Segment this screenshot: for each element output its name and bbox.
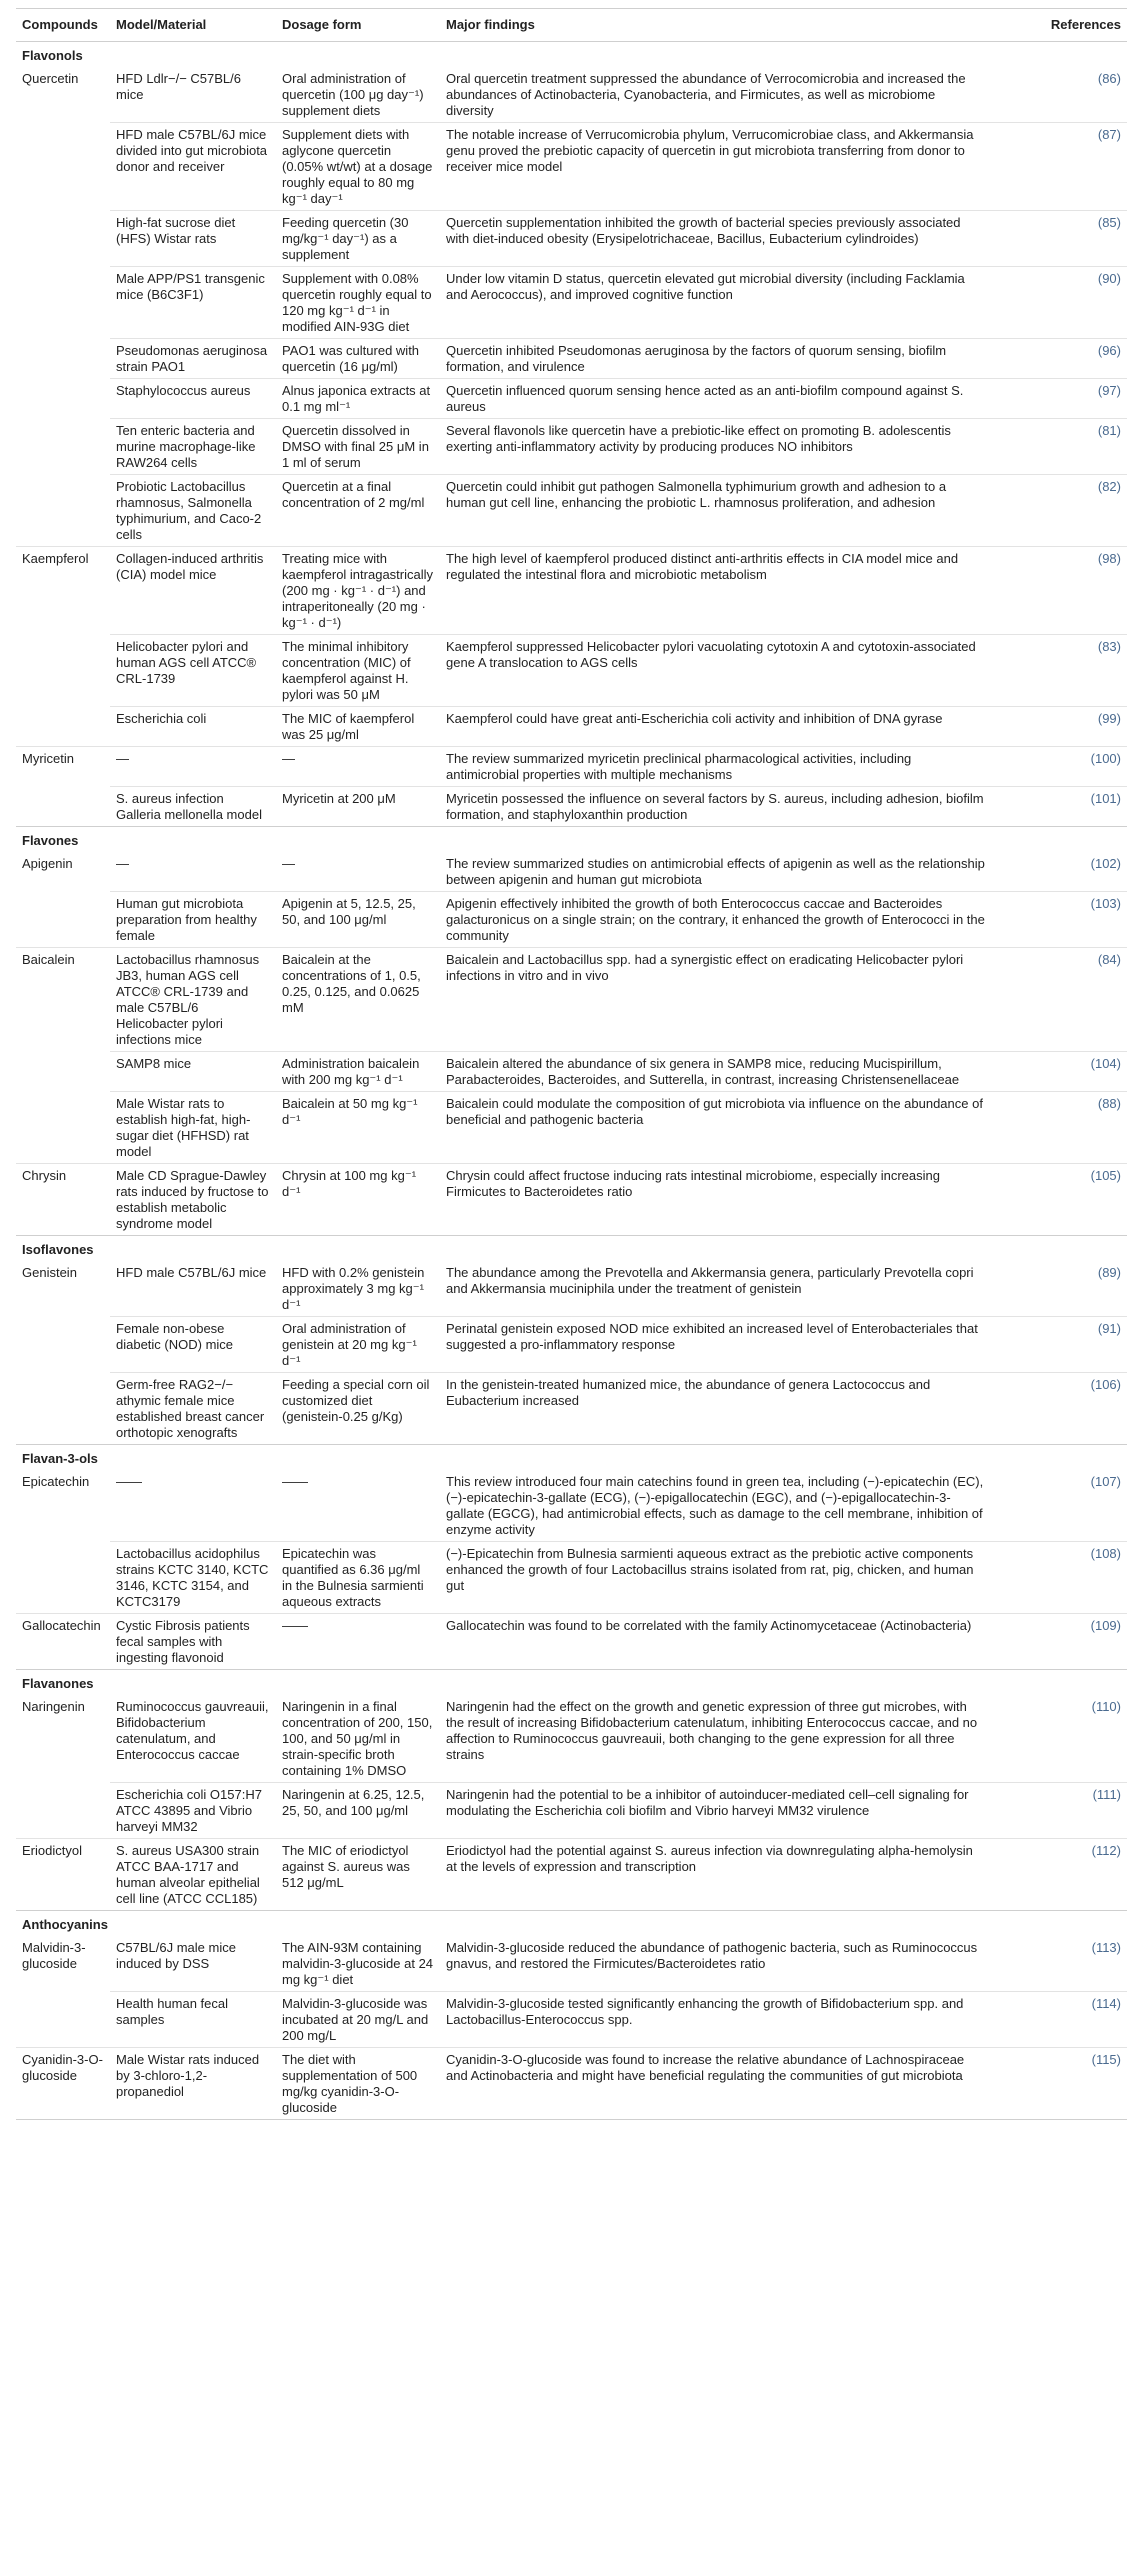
findings-cell: Malvidin-3-glucoside reduced the abundance of pathogenic bacteria, such as Ruminococcus gnavus, and restored the Firmicutes/Bacteroidetes ratio <box>446 1940 978 1971</box>
table-row <box>16 948 1127 1052</box>
reference-cell: (90) <box>992 267 1127 339</box>
table-row <box>16 1783 1127 1839</box>
table-row <box>16 1936 1127 1992</box>
model-cell: Staphylococcus aureus <box>110 379 276 419</box>
reference-cell: (104) <box>992 1052 1127 1092</box>
group-label: Anthocyanins <box>16 1911 1127 1937</box>
table-row <box>16 1052 1127 1092</box>
dosage-cell: Baicalein at 50 mg kg⁻¹ d⁻¹ <box>276 1092 440 1164</box>
compound-cell <box>16 892 110 948</box>
table-row <box>16 635 1127 707</box>
model-cell: C57BL/6J male mice induced by DSS <box>116 1940 236 1971</box>
reference-cell: (82) <box>992 475 1127 547</box>
findings-cell: This review introduced four main catechins found in green tea, including (−)-epicatechin (EC), (−)-epicatechin-3-gallate (ECG), (−)-epigallocatechin (EGC), and (−)-epigallocatechin-3-gallate (EGCG), had antimicrobial effects, such as damage to the cell membrane, inhibition of enzyme activity <box>446 1474 984 1537</box>
findings-cell: The review summarized myricetin preclinical pharmacological activities, including antimicrobial properties with multiple mechanisms <box>440 747 992 787</box>
findings-cell: The notable increase of Verrucomicrobia phylum, Verrucomicrobiae class, and Akkermansia genu proved the prebiotic capacity of quercetin in gut microbiota transferring from donor to receiver mice model <box>440 123 992 211</box>
reference-cell: (97) <box>992 379 1127 419</box>
compound-cell: Apigenin <box>22 856 73 871</box>
dosage-cell: Myricetin at 200 μM <box>276 787 440 827</box>
findings-cell: (−)-Epicatechin from Bulnesia sarmienti aqueous extract as the prebiotic active components enhanced the growth of four Lactobacillus strains isolated from rat, pig, chicken, and human gut <box>440 1542 992 1614</box>
findings-cell: Apigenin effectively inhibited the growth of both Enterococcus caccae and Bacteroides galacturonicus on a single strain; on the contrary, it enhanced the growth of Enterococci in the community <box>440 892 992 948</box>
dosage-cell: The MIC of eriodictyol against S. aureus was 512 μg/mL <box>276 1839 440 1911</box>
dosage-cell: Naringenin at 6.25, 12.5, 25, 50, and 100 μg/ml <box>276 1783 440 1839</box>
dosage-cell: Supplement diets with aglycone quercetin (0.05% wt/wt) at a dosage roughly equal to 80 mg kg⁻¹ day⁻¹ <box>276 123 440 211</box>
model-cell: Helicobacter pylori and human AGS cell ATCC® CRL-1739 <box>110 635 276 707</box>
reference-cell: (81) <box>992 419 1127 475</box>
reference-cell: (109) <box>992 1614 1127 1670</box>
compound-cell: Baicalein <box>16 948 110 1052</box>
table-row <box>16 1839 1127 1911</box>
reference-cell: (110) <box>1091 1699 1121 1714</box>
dosage-cell: Feeding quercetin (30 mg/kg⁻¹ day⁻¹) as a supplement <box>276 211 440 267</box>
table-row <box>16 1470 1127 1542</box>
dosage-cell: PAO1 was cultured with quercetin (16 μg/ml) <box>276 339 440 379</box>
model-cell: Male Wistar rats to establish high-fat, high-sugar diet (HFHSD) rat model <box>110 1092 276 1164</box>
dosage-cell: Quercetin at a final concentration of 2 mg/ml <box>276 475 440 547</box>
reference-cell: (100) <box>992 747 1127 787</box>
table-row <box>16 1317 1127 1373</box>
findings-cell: Baicalein and Lactobacillus spp. had a synergistic effect on eradicating Helicobacter pylori infections in vitro and in vivo <box>440 948 992 1052</box>
compound-cell: Gallocatechin <box>16 1614 110 1670</box>
group-label: Flavones <box>16 827 1127 853</box>
dosage-cell: — <box>276 747 440 787</box>
table-row <box>16 123 1127 211</box>
reference-cell: (111) <box>992 1783 1127 1839</box>
dosage-cell: Oral administration of genistein at 20 mg kg⁻¹ d⁻¹ <box>276 1317 440 1373</box>
findings-cell: Kaempferol could have great anti-Escherichia coli activity and inhibition of DNA gyrase <box>440 707 992 747</box>
table-row <box>16 1695 1127 1783</box>
compound-cell <box>16 1092 110 1164</box>
model-cell: Lactobacillus rhamnosus JB3, human AGS cell ATCC® CRL-1739 and male C57BL/6 Helicobacter pylori infections mice <box>110 948 276 1052</box>
findings-cell: Baicalein could modulate the composition of gut microbiota via influence on the abundance of beneficial and pathogenic bacteria <box>440 1092 992 1164</box>
table-row <box>16 1992 1127 2048</box>
compound-cell <box>16 379 110 419</box>
table-body <box>16 42 1127 2120</box>
dosage-cell: Malvidin-3-glucoside was incubated at 20 mg/L and 200 mg/L <box>276 1992 440 2048</box>
reference-cell: (112) <box>992 1839 1127 1911</box>
table-row <box>16 475 1127 547</box>
group-label: Flavanones <box>16 1670 1127 1696</box>
model-cell: Male Wistar rats induced by 3-chloro-1,2-propanediol <box>110 2048 276 2120</box>
group-row <box>16 1670 1127 1696</box>
dosage-cell: Alnus japonica extracts at 0.1 mg ml⁻¹ <box>276 379 440 419</box>
header-model: Model/Material <box>110 9 276 42</box>
reference-cell: (114) <box>992 1992 1127 2048</box>
dosage-cell: The minimal inhibitory concentration (MIC) of kaempferol against H. pylori was 50 μM <box>276 635 440 707</box>
compound-cell: Quercetin <box>22 71 79 86</box>
model-cell: Probiotic Lactobacillus rhamnosus, Salmonella typhimurium, and Caco-2 cells <box>110 475 276 547</box>
compound-cell: Chrysin <box>16 1164 110 1236</box>
model-cell: —— <box>116 1474 142 1489</box>
table-row <box>16 892 1127 948</box>
compound-cell: Genistein <box>22 1265 77 1280</box>
compound-cell <box>16 635 110 707</box>
reference-cell: (103) <box>992 892 1127 948</box>
compound-cell: Eriodictyol <box>16 1839 110 1911</box>
reference-cell: (107) <box>1090 1474 1121 1489</box>
table-row <box>16 211 1127 267</box>
findings-cell: Myricetin possessed the influence on several factors by S. aureus, including adhesion, biofilm formation, and staphyloxanthin production <box>440 787 992 827</box>
reference-cell: (91) <box>992 1317 1127 1373</box>
compound-cell <box>16 419 110 475</box>
group-row <box>16 1445 1127 1471</box>
compound-cell <box>16 1992 110 2048</box>
group-row <box>16 1236 1127 1262</box>
compound-cell <box>16 1783 110 1839</box>
header-compounds: Compounds <box>16 9 110 42</box>
findings-cell: Quercetin inhibited Pseudomonas aeruginosa by the factors of quorum sensing, biofilm formation, and virulence <box>440 339 992 379</box>
table-row <box>16 379 1127 419</box>
dosage-cell: HFD with 0.2% genistein approximately 3 mg kg⁻¹ d⁻¹ <box>282 1265 425 1312</box>
table-row <box>16 747 1127 787</box>
reference-cell: (85) <box>992 211 1127 267</box>
table-row <box>16 852 1127 892</box>
flavonoid-microbiota-table <box>16 8 1127 2120</box>
table-row <box>16 547 1127 635</box>
table-row <box>16 1614 1127 1670</box>
table-row <box>16 339 1127 379</box>
findings-cell: Eriodictyol had the potential against S. aureus infection via downregulating alpha-hemolysin at the levels of expression and transcription <box>440 1839 992 1911</box>
reference-cell: (99) <box>992 707 1127 747</box>
reference-cell: (106) <box>992 1373 1127 1445</box>
group-label: Isoflavones <box>16 1236 1127 1262</box>
dosage-cell: Oral administration of quercetin (100 μg day⁻¹) supplement diets <box>282 71 424 118</box>
reference-cell: (83) <box>992 635 1127 707</box>
dosage-cell: —— <box>282 1474 308 1489</box>
compound-cell <box>16 211 110 267</box>
model-cell: Ruminococcus gauvreauii, Bifidobacterium catenulatum, and Enterococcus caccae <box>116 1699 269 1762</box>
model-cell: Male CD Sprague-Dawley rats induced by fructose to establish metabolic syndrome model <box>110 1164 276 1236</box>
table-row <box>16 419 1127 475</box>
compound-cell <box>16 475 110 547</box>
dosage-cell: Epicatechin was quantified as 6.36 μg/ml in the Bulnesia sarmienti aqueous extracts <box>276 1542 440 1614</box>
header-row <box>16 9 1127 42</box>
dosage-cell: —— <box>276 1614 440 1670</box>
compound-cell <box>16 1373 110 1445</box>
group-row <box>16 42 1127 68</box>
compound-cell <box>16 1052 110 1092</box>
findings-cell: The high level of kaempferol produced distinct anti-arthritis effects in CIA model mice and regulated the intestinal flora and microbiotic metabolism <box>440 547 992 635</box>
reference-cell: (98) <box>992 547 1127 635</box>
compound-cell: Epicatechin <box>22 1474 90 1489</box>
reference-cell: (84) <box>992 948 1127 1052</box>
compound-cell: Kaempferol <box>16 547 110 635</box>
group-row <box>16 1911 1127 1937</box>
compound-cell: Naringenin <box>22 1699 85 1714</box>
findings-cell: Under low vitamin D status, quercetin elevated gut microbial diversity (including Facklamia and Aerococcus), and improved cognitive function <box>440 267 992 339</box>
model-cell: Female non-obese diabetic (NOD) mice <box>110 1317 276 1373</box>
group-row <box>16 827 1127 853</box>
dosage-cell: Administration baicalein with 200 mg kg⁻¹ d⁻¹ <box>276 1052 440 1092</box>
compound-cell <box>16 1317 110 1373</box>
compound-cell <box>16 1542 110 1614</box>
compound-cell <box>16 787 110 827</box>
dosage-cell: Treating mice with kaempferol intragastrically (200 mg · kg⁻¹ · d⁻¹) and intraperitoneally (20 mg · kg⁻¹ · d⁻¹) <box>276 547 440 635</box>
reference-cell: (102) <box>1090 856 1121 871</box>
findings-cell: Quercetin supplementation inhibited the growth of bacterial species previously associated with diet-induced obesity (Erysipelotrichaceae, Bacillus, Eubacterium cylindroides) <box>440 211 992 267</box>
compound-cell <box>16 707 110 747</box>
model-cell: S. aureus USA300 strain ATCC BAA-1717 and human alveolar epithelial cell line (ATCC CCL185) <box>110 1839 276 1911</box>
model-cell: Germ-free RAG2−/− athymic female mice established breast cancer orthotopic xenografts <box>110 1373 276 1445</box>
table-row <box>16 1542 1127 1614</box>
findings-cell: The abundance among the Prevotella and Akkermansia genera, particularly Prevotella copri and Akkermansia muciniphila under the treatment of genistein <box>446 1265 974 1296</box>
compound-cell: Myricetin <box>16 747 110 787</box>
dosage-cell: — <box>282 856 295 871</box>
table-row <box>16 1261 1127 1317</box>
dosage-cell: Apigenin at 5, 12.5, 25, 50, and 100 μg/ml <box>276 892 440 948</box>
table-row <box>16 707 1127 747</box>
dosage-cell: Supplement with 0.08% quercetin roughly equal to 120 mg kg⁻¹ d⁻¹ in modified AIN-93G diet <box>276 267 440 339</box>
compound-cell <box>16 267 110 339</box>
model-cell: — <box>116 856 129 871</box>
model-cell: Human gut microbiota preparation from healthy female <box>110 892 276 948</box>
model-cell: HFD male C57BL/6J mice <box>116 1265 267 1280</box>
findings-cell: Perinatal genistein exposed NOD mice exhibited an increased level of Enterobacteriales that suggested a pro-inflammatory response <box>440 1317 992 1373</box>
findings-cell: Several flavonols like quercetin have a prebiotic-like effect on promoting B. adolescentis exerting anti-inflammatory activity by producing produces NO inhibitors <box>440 419 992 475</box>
reference-cell: (87) <box>992 123 1127 211</box>
dosage-cell: Naringenin in a final concentration of 200, 150, 100, and 50 μg/ml in strain-specific broth containing 1% DMSO <box>282 1699 433 1778</box>
reference-cell: (113) <box>1091 1940 1121 1955</box>
group-label: Flavonols <box>16 42 1127 68</box>
header-dosage: Dosage form <box>276 9 440 42</box>
reference-cell: (108) <box>992 1542 1127 1614</box>
compound-cell <box>16 123 110 211</box>
reference-cell: (86) <box>1097 71 1121 86</box>
model-cell: Male APP/PS1 transgenic mice (B6C3F1) <box>110 267 276 339</box>
findings-cell: Naringenin had the potential to be a inhibitor of autoinducer-mediated cell–cell signaling for modulating the Escherichia coli biofilm and Vibrio harveyi MM32 virulence <box>440 1783 992 1839</box>
dosage-cell: Chrysin at 100 mg kg⁻¹ d⁻¹ <box>276 1164 440 1236</box>
group-label: Flavan-3-ols <box>16 1445 1127 1471</box>
findings-cell: In the genistein-treated humanized mice, the abundance of genera Lactococcus and Eubacterium increased <box>440 1373 992 1445</box>
model-cell: Escherichia coli O157:H7 ATCC 43895 and Vibrio harveyi MM32 <box>110 1783 276 1839</box>
findings-cell: Oral quercetin treatment suppressed the abundance of Verrocomicrobia and increased the abundances of Actinobacteria, Cyanobacteria, and Firmicutes, as well as microbiome diversity <box>446 71 966 118</box>
dosage-cell: The MIC of kaempferol was 25 μg/ml <box>276 707 440 747</box>
reference-cell: (88) <box>992 1092 1127 1164</box>
model-cell: Lactobacillus acidophilus strains KCTC 3140, KCTC 3146, KCTC 3154, and KCTC3179 <box>110 1542 276 1614</box>
table-row <box>16 2048 1127 2120</box>
findings-cell: The review summarized studies on antimicrobial effects of apigenin as well as the relationship between apigenin and human gut microbiota <box>446 856 985 887</box>
table-row <box>16 1164 1127 1236</box>
model-cell: Health human fecal samples <box>110 1992 276 2048</box>
table-row <box>16 1092 1127 1164</box>
findings-cell: Gallocatechin was found to be correlated with the family Actinomycetaceae (Actinobacteria) <box>440 1614 992 1670</box>
reference-cell: (101) <box>992 787 1127 827</box>
model-cell: Pseudomonas aeruginosa strain PAO1 <box>110 339 276 379</box>
reference-cell: (89) <box>1097 1265 1121 1280</box>
findings-cell: Quercetin could inhibit gut pathogen Salmonella typhimurium growth and adhesion to a human gut cell line, enhancing the probiotic L. rhamnosus proliferation, and adhesion <box>440 475 992 547</box>
dosage-cell: Baicalein at the concentrations of 1, 0.5, 0.25, 0.125, and 0.0625 mM <box>276 948 440 1052</box>
table-row <box>16 787 1127 827</box>
model-cell: Escherichia coli <box>110 707 276 747</box>
findings-cell: Cyanidin-3-O-glucoside was found to increase the relative abundance of Lachnospiraceae and Actinobacteria and might have beneficial regulating the communities of gut microbiota <box>440 2048 992 2120</box>
header-references: References <box>992 9 1127 42</box>
table-row <box>16 1373 1127 1445</box>
findings-cell: Kaempferol suppressed Helicobacter pylori vacuolating cytotoxin A and cytotoxin-associated gene A translocation to AGS cells <box>440 635 992 707</box>
model-cell: High-fat sucrose diet (HFS) Wistar rats <box>110 211 276 267</box>
reference-cell: (96) <box>992 339 1127 379</box>
model-cell: Cystic Fibrosis patients fecal samples with ingesting flavonoid <box>110 1614 276 1670</box>
model-cell: Collagen-induced arthritis (CIA) model mice <box>110 547 276 635</box>
findings-cell: Baicalein altered the abundance of six genera in SAMP8 mice, reducing Mucispirillum, Parabacteroides, Bacteroides, and Sutterella, in contrast, increasing Christensenellaceae <box>440 1052 992 1092</box>
dosage-cell: The AIN-93M containing malvidin-3-glucoside at 24 mg kg⁻¹ diet <box>282 1940 434 1987</box>
findings-cell: Naringenin had the effect on the growth and genetic expression of three gut microbes, with the result of increasing Bifidobacterium catenulatum, inhibiting Enterococcus caccae, and no affection to Ruminococcus gauvreauii, both changing to the gene expression for all three strains <box>446 1699 978 1762</box>
table-row <box>16 67 1127 123</box>
reference-cell: (105) <box>992 1164 1127 1236</box>
model-cell: HFD male C57BL/6J mice divided into gut microbiota donor and receiver <box>110 123 276 211</box>
model-cell: Ten enteric bacteria and murine macrophage-like RAW264 cells <box>110 419 276 475</box>
dosage-cell: The diet with supplementation of 500 mg/kg cyanidin-3-O-glucoside <box>276 2048 440 2120</box>
compound-cell <box>16 339 110 379</box>
findings-cell: Malvidin-3-glucoside tested significantly enhancing the growth of Bifidobacterium spp. and Lactobacillus-Enterococcus spp. <box>440 1992 992 2048</box>
model-cell: — <box>110 747 276 787</box>
model-cell: SAMP8 mice <box>110 1052 276 1092</box>
findings-cell: Quercetin influenced quorum sensing hence acted as an anti-biofilm compound against S. aureus <box>440 379 992 419</box>
dosage-cell: Feeding a special corn oil customized diet (genistein-0.25 g/Kg) <box>276 1373 440 1445</box>
dosage-cell: Quercetin dissolved in DMSO with final 25 μM in 1 ml of serum <box>276 419 440 475</box>
compound-cell: Cyanidin-3-O-glucoside <box>16 2048 110 2120</box>
reference-cell: (115) <box>992 2048 1127 2120</box>
model-cell: HFD Ldlr−/− C57BL/6 mice <box>116 71 242 102</box>
table-row <box>16 267 1127 339</box>
model-cell: S. aureus infection Galleria mellonella model <box>110 787 276 827</box>
findings-cell: Chrysin could affect fructose inducing rats intestinal microbiome, especially increasing Firmicutes to Bacteroidetes ratio <box>440 1164 992 1236</box>
header-findings: Major findings <box>440 9 992 42</box>
compound-cell: Malvidin-3-glucoside <box>22 1940 86 1971</box>
